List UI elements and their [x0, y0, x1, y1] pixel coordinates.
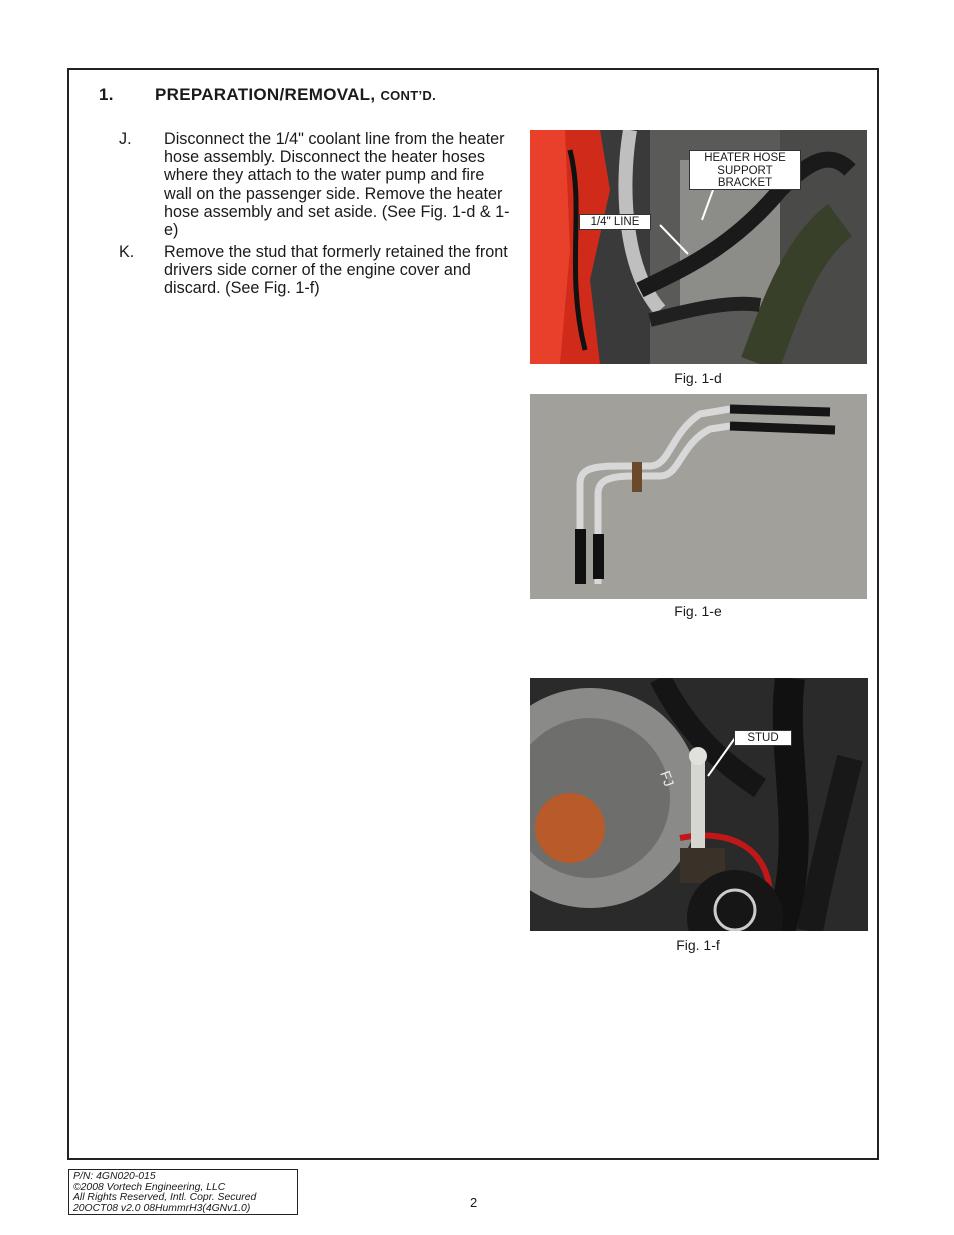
step-letter: K. [119, 243, 135, 261]
revision: 20OCT08 v2.0 08HummrH3(4GNv1.0) [73, 1202, 251, 1214]
copyright: ©2008 Vortech Engineering, LLC [73, 1181, 226, 1193]
callout-stud: STUD [734, 730, 792, 746]
step-letter: J. [119, 130, 132, 148]
section-heading [99, 85, 436, 105]
alternator-engraving: FJ [657, 768, 678, 789]
figure-1e-photo [530, 394, 867, 599]
section-title: PREPARATION/REMOVAL, [155, 85, 376, 104]
section-suffix: CONT’D. [380, 88, 436, 103]
figure-1d-caption: Fig. 1-d [674, 370, 722, 386]
part-number: P/N: 4GN020-015 [73, 1171, 156, 1182]
step-text: Remove the stud that formerly retained the front drivers side corner of the engine cover and discard. (See Fig. 1-f) [164, 243, 508, 298]
figure-1e-caption: Fig. 1-e [674, 603, 722, 619]
callout-heater-hose-bracket: HEATER HOSE SUPPORT BRACKET [689, 150, 801, 190]
callout-quarter-inch-line: 1/4" LINE [579, 214, 651, 230]
step-text: Disconnect the 1/4" coolant line from the heater hose assembly. Disconnect the heater hoses where they attach to the water pump and fire wall on the passenger side. Remove the heater hose assembly and set aside. (See Fig. 1-d & 1-e) [164, 130, 510, 240]
figure-1f-photo [530, 678, 868, 931]
figure-1f-caption: Fig. 1-f [676, 937, 720, 953]
page-number: 2 [470, 1195, 478, 1210]
footer-info-box [68, 1169, 298, 1215]
rights-notice: All Rights Reserved, Intl. Copr. Secured [73, 1192, 257, 1204]
section-number: 1. [99, 85, 114, 104]
